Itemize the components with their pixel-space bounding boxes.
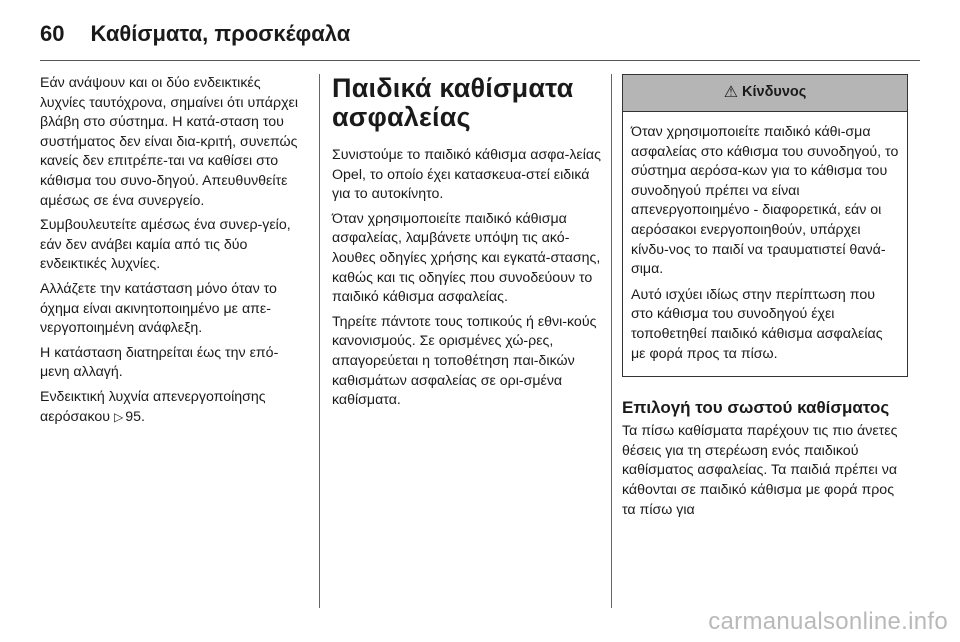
paragraph: Αλλάζετε την κατάσταση μόνο όταν το όχημα είναι ακινητοποιημένο με απε-νεργοποιημένη ανάφλεξη. — [40, 280, 277, 337]
paragraph: Τηρείτε πάντοτε τους τοπικούς ή εθνι-κούς κανονισμούς. Σε ορισμένες χώ-ρες, απαγορεύεται η τοποθέτηση παι-δικών καθισμάτων ασφαλείας σε ορι-σμένα καθίσματα. — [332, 313, 597, 409]
page-number: 60 — [40, 21, 65, 46]
watermark: carmanualsonline.info — [708, 608, 948, 635]
column-left — [40, 74, 302, 432]
warning-box — [622, 74, 908, 377]
arrow-reference-icon: ▷ — [113, 409, 124, 424]
header-divider — [40, 60, 920, 61]
paragraph: Συνιστούμε το παιδικό κάθισμα ασφα-λείας Opel, το οποίο έχει κατασκευα-στεί ειδικά για το αυτοκίνητο. — [332, 147, 601, 203]
warning-body — [623, 112, 907, 376]
column-divider-right — [611, 74, 612, 608]
paragraph: Εάν ανάψουν και οι δύο ενδεικτικές λυχνίες ταυτόχρονα, σημαίνει ότι υπάρχει βλάβη στο σύστημα. Η κατά-σταση του συστήματος δεν είναι δια-κριτή, συνεπώς κανείς δεν επιτρέπε-ται να καθίσει στο κάθισμα του συνο-δηγού. Απευθυνθείτε αμέσως σε ένα συνεργείο. — [40, 75, 298, 209]
paragraph: Η κατάσταση διατηρείται έως την επό-μενη αλλαγή. — [40, 344, 279, 381]
section-title: Παιδικά καθίσματα ασφαλείας — [332, 73, 574, 132]
reference-paragraph — [40, 388, 302, 427]
column-divider-left — [319, 74, 320, 608]
paragraph: Συμβουλευτείτε αμέσως ένα συνερ-γείο, εάν δεν ανάβει καμία από τις δύο ενδεικτικές λυχνίες. — [40, 217, 291, 273]
warning-header — [623, 75, 907, 112]
chapter-title: Καθίσματα, προσκέφαλα — [90, 21, 351, 46]
paragraph: Τα πίσω καθίσματα παρέχουν τις πιο άνετες θέσεις για τη στερέωση ενός παιδικού καθίσματος ασφαλείας. Τα παιδιά πρέπει να κάθονται σε παιδικό κάθισμα με φορά προς τα πίσω για — [622, 423, 898, 518]
column-middle — [332, 74, 604, 416]
page-header — [40, 14, 920, 54]
warning-label: Κίνδυνος — [742, 84, 807, 101]
warning-triangle-icon: ⚠ — [723, 84, 739, 102]
warning-paragraph: Αυτό ισχύει ιδίως στην περίπτωση που στο κάθισμα του συνοδηγού έχει τοποθετηθεί παιδικό κάθισμα ασφαλείας με φορά προς τα πίσω. — [631, 286, 883, 362]
subsection-title: Επιλογή του σωστού καθίσματος — [622, 398, 890, 418]
column-right — [622, 74, 908, 520]
reference-text: Ενδεικτική λυχνία απενεργοποίησης αερόσακου — [40, 388, 266, 425]
reference-page-link[interactable]: 95. — [125, 408, 145, 425]
warning-paragraph: Όταν χρησιμοποιείτε παιδικό κάθι-σμα ασφαλείας στο κάθισμα του συνοδηγού, το σύστημα αερόσα-κων για το κάθισμα του συνοδηγού πρέπει να είναι απενεργοποιημένο - διαφορετικά, εάν οι αερόσακοι ενεργοποιηθούν, υπάρχει κίνδυ-νος το παιδί να τραυματιστεί θανά-σιμα. — [631, 124, 899, 278]
paragraph: Όταν χρησιμοποιείτε παιδικό κάθισμα ασφαλείας, λαμβάνετε υπόψη τις ακό-λουθες οδηγίες χρήσης και εγκατά-στασης, καθώς και τις οδηγίες που συνοδεύουν το παιδικό κάθισμα ασφαλείας. — [332, 210, 601, 306]
